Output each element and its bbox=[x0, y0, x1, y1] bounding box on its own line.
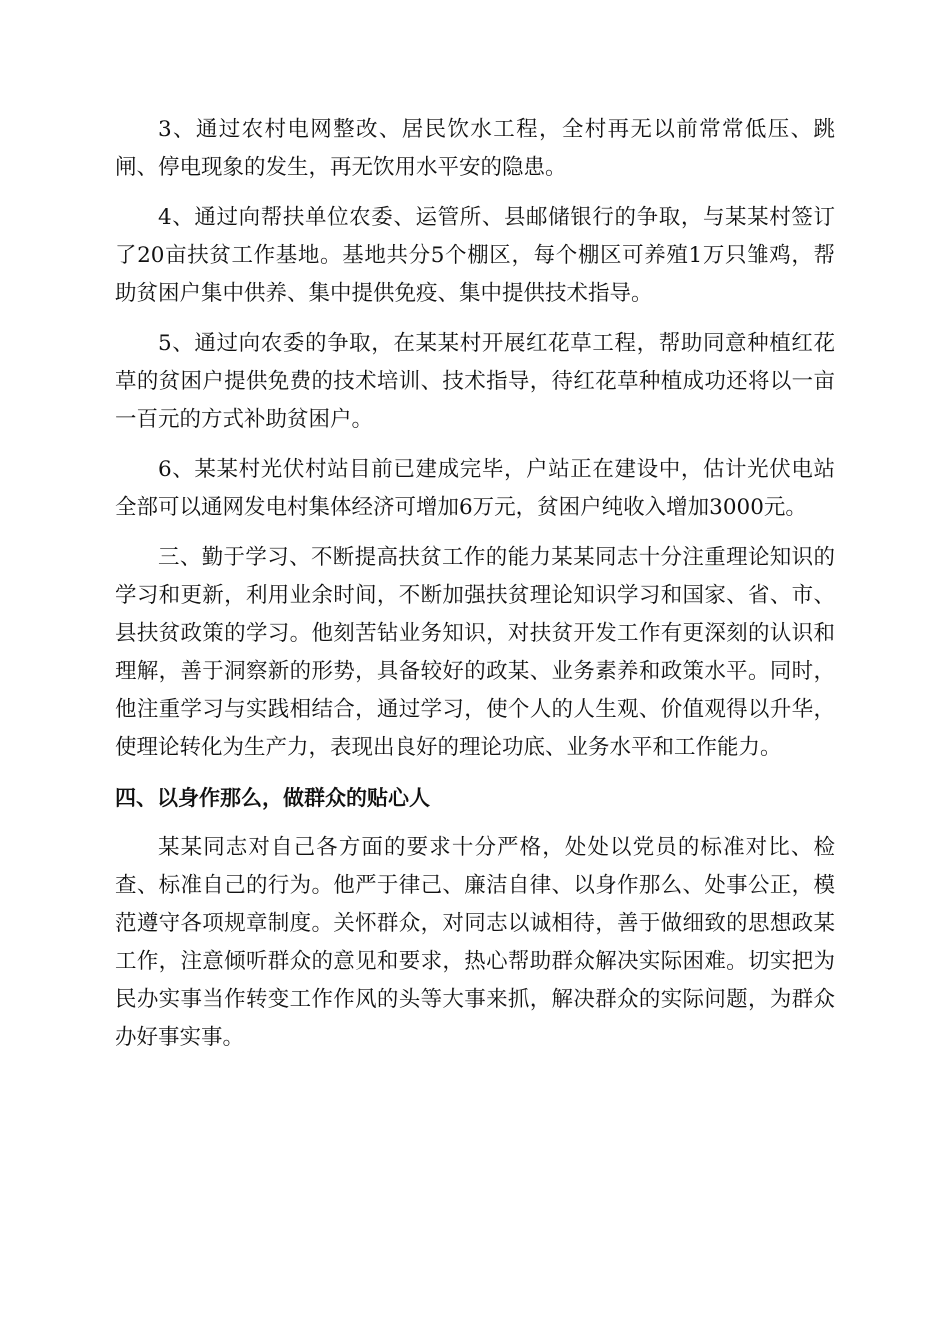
paragraph-item-3: 3、通过农村电网整改、居民饮水工程，全村再无以前常常低压、跳闸、停电现象的发生，再无饮用水平安的隐患。 bbox=[115, 117, 835, 180]
paragraph-section-four: 某某同志对自己各方面的要求十分严格，处处以党员的标准对比、检查、标准自己的行为。他严于律己、廉洁自律、以身作那么、处事公正，模范遵守各项规章制度。关怀群众，对同志以诚相待，善于做细致的思想政某工作，注意倾听群众的意见和要求，热心帮助群众解决实际困难。切实把为民办实事当作转变工作作风的头等大事来抓，解决群众的实际问题，为群众办好事实事。 bbox=[115, 835, 835, 1050]
section-four-heading: 四、以身作那么，做群众的贴心人 bbox=[115, 786, 430, 810]
document-body bbox=[115, 111, 835, 1069]
paragraph-item-4: 4、通过向帮扶单位农委、运管所、县邮储银行的争取，与某某村签订了20亩扶贫工作基地。基地共分5个棚区，每个棚区可养殖1万只雏鸡，帮助贫困户集中供养、集中提供免疫、集中提供技术指导。 bbox=[115, 205, 835, 306]
paragraph-item-5: 5、通过向农委的争取，在某某村开展红花草工程，帮助同意种植红花草的贫困户提供免费的技术培训、技术指导，待红花草种植成功还将以一亩一百元的方式补助贫困户。 bbox=[115, 331, 835, 432]
paragraph-section-three: 三、勤于学习、不断提高扶贫工作的能力某某同志十分注重理论知识的学习和更新，利用业余时间，不断加强扶贫理论知识学习和国家、省、市、县扶贫政策的学习。他刻苦钻业务知识，对扶贫开发工作有更深刻的认识和理解，善于洞察新的形势，具备较好的政某、业务素养和政策水平。同时，他注重学习与实践相结合，通过学习，使个人的人生观、价值观得以升华，使理论转化为生产力，表现出良好的理论功底、业务水平和工作能力。 bbox=[115, 545, 835, 760]
paragraph-item-6: 6、某某村光伏村站目前已建成完毕，户站正在建设中，估计光伏电站全部可以通网发电村集体经济可增加6万元，贫困户纯收入增加3000元。 bbox=[115, 457, 835, 520]
